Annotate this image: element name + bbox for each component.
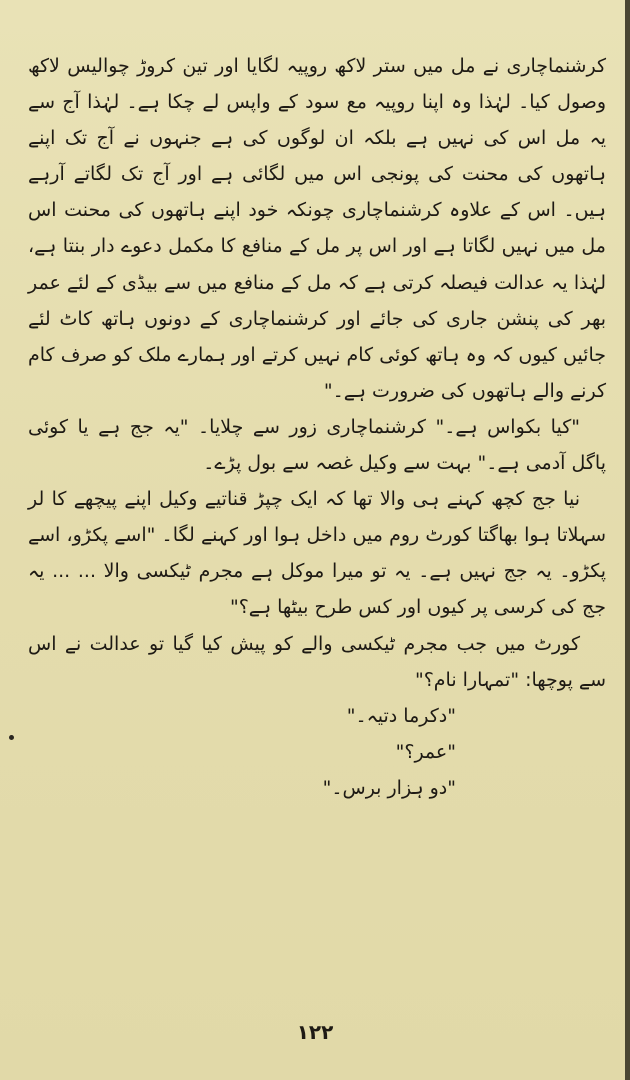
page-number: ۱۲۲ [296,1020,334,1044]
dialogue-name-answer: "دکرما دتیہ۔" [346,704,456,727]
dialogue-age-question: "عمر؟" [395,740,456,763]
dialogue-age-answer: "دو ہزار برس۔" [322,776,456,799]
margin-ink-dot [9,735,14,740]
paragraph-outcry: "کیا بکواس ہے۔" کرشنماچاری زور سے چلایا۔ "یہ جج ہے یا کوئی پاگل آدمی ہے۔" بہت سے وکیل غصہ سے بول پڑے۔ [28,415,606,475]
paragraph-verdict: کرشنماچاری نے مل میں ستر لاکھ روپیہ لگایا اور تین کروڑ چوالیس لاکھ وصول کیا۔ لہٰذا وہ اپنا روپیہ مع سود کے واپس لے چکا ہے۔ لہٰذا آج سے یہ مل اس کی نہیں ہے بلکہ ان لوگوں کی ہے جنہوں نے آج تک اپنے ہاتھوں کی محنت کی پونجی اس میں لگائی ہے اور آج تک لگاتے آرہے ہیں۔ اس کے علاوہ کرشنماچاری چونکہ خود اپنے ہاتھوں کی محنت اس مل میں نہیں لگاتا ہے اور اس پر مل کے منافع کا مکمل دعوے دار بنتا ہے، لہٰذا یہ عدالت فیصلہ کرتی ہے کہ مل کے منافع میں سے بیڈی کے لئے عمر بھر کی پنشن جاری کی جائے اور کرشنماچاری کے دونوں ہاتھ کاٹ لئے جائیں کیوں کہ وہ ہاتھ کوئی کام نہیں کرتے اور ہمارے ملک کو صرف کام کرنے والے ہاتھوں کی ضرورت ہے۔" [28,55,606,402]
paragraph-court-question: کورٹ میں جب مجرم ٹیکسی والے کو پیش کیا گیا تو عدالت نے اس سے پوچھا: "تمہارا نام؟" [28,632,606,691]
paragraph-lawyer-enters: نیا جج کچھ کہنے ہی والا تھا کہ ایک چپڑ قناتیے وکیل اپنے پیچھے کا لر سہلاتا ہوا بھاگتا کورٹ روم میں داخل ہوا اور کہنے لگا۔ "اسے پکڑو، اسے پکڑو۔ یہ جج نہیں ہے۔ یہ تو میرا موکل ہے مجرم ٹیکسی والا ... ... یہ جج کی کرسی پر کیوں اور کس طرح بیٹھا ہے؟" [28,488,606,619]
body-text [28,48,606,806]
